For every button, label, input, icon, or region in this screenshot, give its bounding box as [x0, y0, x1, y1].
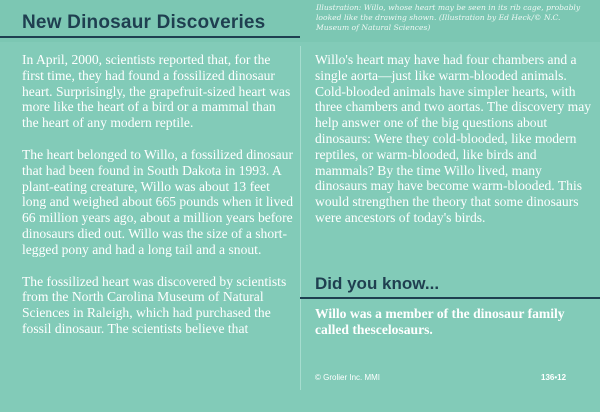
right-column — [315, 52, 593, 242]
did-you-know-text: Willo was a member of the dinosaur family called thescelosaurs. — [315, 306, 565, 337]
paragraph: The heart belonged to Willo, a fossilized dinosaur that had been found in South Dakota in 1993. A plant-eating creature, Willo was about 13 feet long and weighed about 665 pounds when it lived 66 million years ago, about a million years before dinosaurs died out. Willo was the size of a short-legged pony and had a long tail and a snout. — [22, 146, 294, 257]
illustration-caption: Illustration: Willo, whose heart may be seen in its rib cage, probably looked like the drawing shown. (Illustration by Ed Heck/© N.C. Museum of Natural Sciences) — [316, 3, 581, 32]
paragraph: In April, 2000, scientists reported that, for the first time, they had found a fossilized dinosaur heart. Surprisingly, the grapefruit-sized heart was more like the heart of a bird or a mammal than the heart of any modern reptile. — [22, 52, 291, 131]
left-column — [22, 52, 294, 353]
paragraph: Willo's heart may have had four chambers and a single aorta—just like warm-blooded animals. Cold-blooded animals have simpler hearts, with three chambers and two aortas. The discovery may help answer one of the big questions about dinosaurs: Were they cold-blooded, like modern reptiles, or warm-blooded, like birds and mammals? By the time Willo lived, many dinosaurs may have become warm-blooded. This would strengthen the theory that some dinosaurs were ancestors of today's birds. — [315, 52, 592, 225]
title-underline — [0, 36, 300, 38]
paragraph: The fossilized heart was discovered by scientists from the North Carolina Museum of Natural Sciences in Raleigh, which had purchased the fossil dinosaur. The scientists believe that — [22, 273, 287, 336]
column-divider — [300, 46, 301, 390]
did-you-know-title: Did you know... — [315, 274, 440, 293]
copyright: © Grolier Inc. MMI — [315, 373, 381, 382]
card-number: 136•12 — [541, 373, 567, 382]
page-title: New Dinosaur Discoveries — [22, 12, 266, 33]
did-you-know-rule — [300, 297, 600, 299]
